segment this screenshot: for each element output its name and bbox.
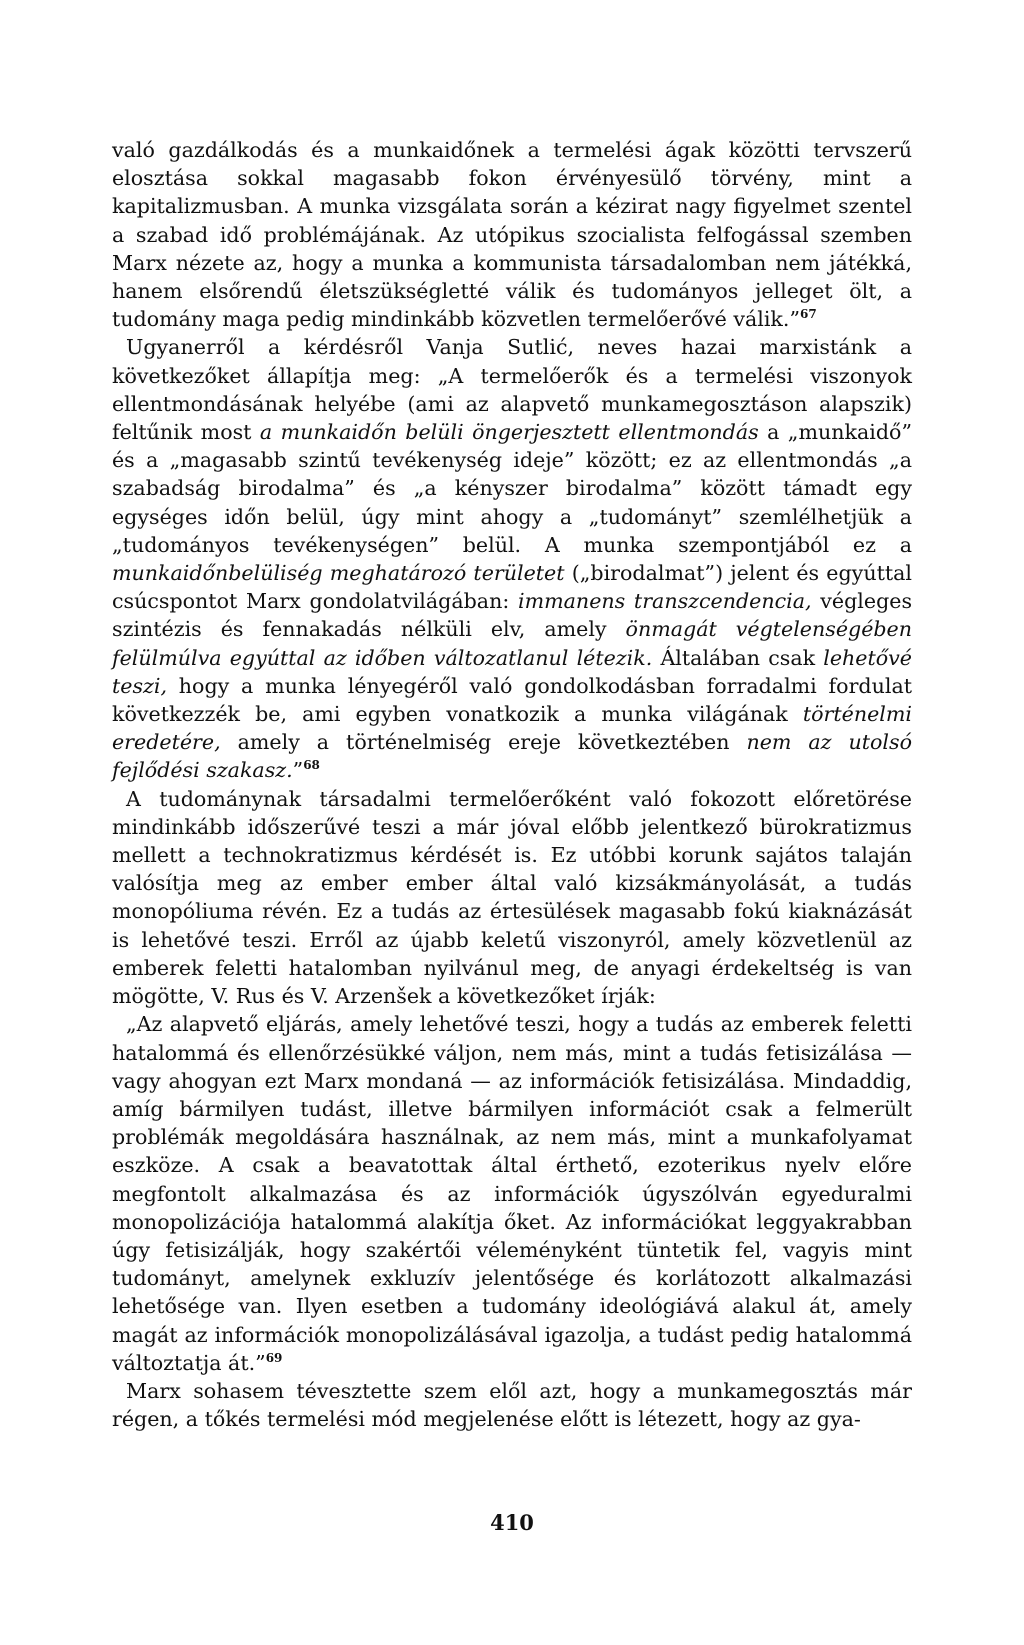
paragraph-1 (112, 136, 912, 333)
paragraph-5-text: Marx sohasem tévesztette szem elől azt, hogy a munkamegosztás már régen, a tőkés termelési mód megjelenése előtt is létezett, hogy az gya- (112, 1378, 912, 1432)
paragraph-3 (112, 785, 912, 1011)
paragraph-2-italic-5: lehetővé teszi, (112, 645, 912, 698)
paragraph-3-text: A tudománynak társadalmi termelőerőként való fokozott előretörése mindinkább időszerűvé teszi a már jóval előbb jelentkező bürokratizmus mellett a technokratizmus kérdését is. Ez utóbbi korunk sajátos talaján valósítja meg az ember ember által való kizsákmányolását, a tudás monopóliuma révén. Ez a tudás az értesülések magasabb fokú kiaknázását is lehetővé teszi. Erről az újabb keletű viszonyról, amely közvetlenül az emberek feletti hatalomban nyilvánul meg, de anyagi érdekeltség is van mögötte, V. Rus és V. Arzenšek a következőket írják: (112, 786, 912, 1009)
paragraph-2-text-2: a „munkaidő” és a „magasabb szintű tevékenység ideje” között; ez az ellentmondás „a szabadság birodalma” és „a kényszer birodalma” között támadt egy egységes időn belül, úgy mint ahogy a „tudományt” szemlélhetjük a „tudományos tevékenységen” belül. A munka szempontjából ez a (112, 420, 912, 557)
paragraph-2-italic-6: történelmi eredetére, (112, 702, 912, 755)
paragraph-5 (112, 1377, 912, 1433)
block-quote (112, 1010, 912, 1377)
paragraph-2-italic-1: a munkaidőn belüli öngerjesztett ellentmondás (259, 420, 759, 445)
paragraph-1-text: való gazdálkodás és a munkaidőnek a termelési ágak közötti tervszerű elosztása sokkal magasabb fokon érvényesülő törvény, mint a kapitalizmusban. A munka vizsgálata során a kézirat nagy figyelmet szentel a szabad idő problémájának. Az utópikus szocialista felfogással szemben Marx nézete az, hogy a munka a kommunista társadalomban nem játékká, hanem elsőrendű életszükségletté válik és tudományos jelleget ölt, a tudomány maga pedig mindinkább közvetlen termelőerővé válik.” (112, 138, 912, 332)
footnote-ref-68[interactable]: 68 (303, 758, 320, 773)
page-number: 410 (490, 1510, 534, 1535)
paragraph-2-text-1: Ugyanerről a kérdésről Vanja Sutlić, neves hazai marxistánk a következőket állapítja meg: „A termelőerők és a termelési viszonyok ellentmondásának helyébe (ami az alapvető munkamegosztáson alapszik) feltűnik most (112, 335, 912, 445)
paragraph-2-italic-3: immanens transzcendencia, (518, 589, 812, 614)
paragraph-2-italic-2: munkaidőnbelüliség meghatározó területet (112, 561, 565, 586)
paragraph-2-text-7: amely a történelmiség ereje következtében (220, 730, 747, 755)
paragraph-2-text-4: végleges szintézis és fennakadás nélküli elv, amely (112, 589, 913, 642)
paragraph-2-text-8: ” (292, 758, 304, 783)
paragraph-2-italic-7: nem az utolsó fejlődési szakasz. (112, 730, 912, 783)
paragraph-2 (112, 333, 912, 784)
block-quote-text: „Az alapvető eljárás, amely lehetővé teszi, hogy a tudás az emberek feletti hatalommá és ellenőrzésükké váljon, nem más, mint a tudás fetisizálása — vagy ahogyan ezt Marx mondaná — az információk fetisizálása. Mindaddig, amíg bármilyen tudást, illetve bármilyen információt csak a felmerült problémák megoldására használnak, az nem más, mint a munkafolyamat eszköze. A csak a beavatottak által érthető, ezoterikus nyelv előre megfontolt alkalmazása és az információk úgyszólván egyeduralmi monopolizációja hatalommá alakítja őket. Az információkat leggyakrabban úgy fetisizálják, hogy szakértői véleményként tüntetik fel, vagyis mint tudományt, amelynek exkluzív jelentősége és korlátozott alkalmazási lehetősége van. Ilyen esetben a tudomány ideológiává alakul át, amely magát az információk monopolizálásával igazolja, a tudást pedig hatalommá változtatja át.” (112, 1012, 912, 1375)
footnote-ref-69[interactable]: 69 (265, 1350, 283, 1365)
paragraph-2-text-6: hogy a munka lényegéről való gondolkodásban forradalmi fordulat következzék be, ami egyben vonatkozik a munka világának (112, 673, 912, 727)
paragraph-2-text-5: Általában csak (652, 645, 824, 670)
paragraph-2-italic-4: önmagát végtelenségében felülmúlva egyúttal az időben változatlanul létezik. (112, 617, 913, 670)
footnote-ref-67[interactable]: 67 (799, 307, 817, 322)
page-body (112, 136, 912, 1433)
paragraph-2-text-3: („birodalmat”) jelent és egyúttal csúcspontot Marx gondolatvilágában: (112, 561, 912, 614)
